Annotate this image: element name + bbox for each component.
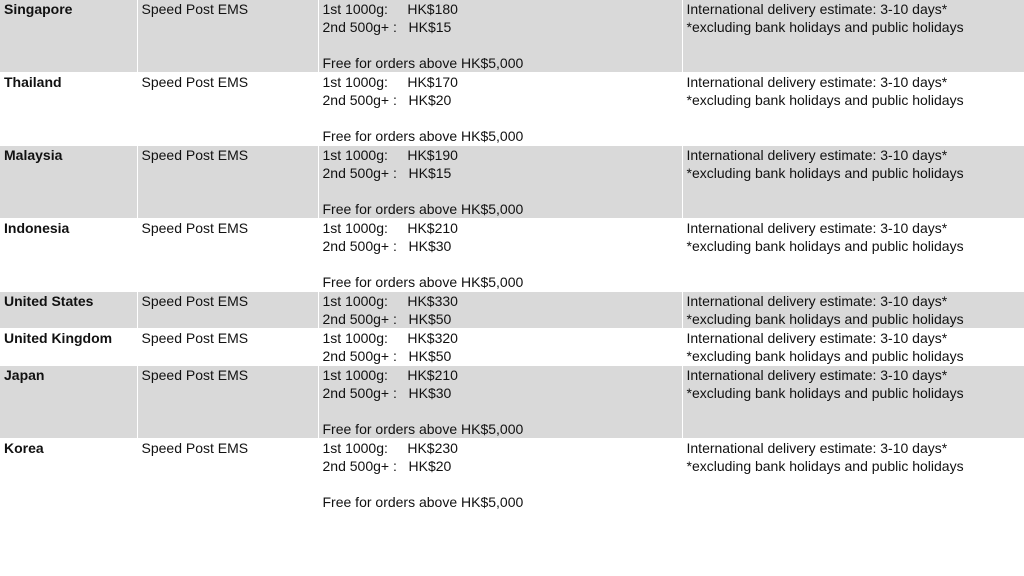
service-cell: Speed Post EMS [137,0,318,73]
country-cell: Malaysia [0,146,137,219]
delivery-estimate: International delivery estimate: 3-10 days* [686,74,948,90]
country-cell: United States [0,292,137,329]
delivery-estimate: International delivery estimate: 3-10 days* [686,367,948,383]
service-cell: Speed Post EMS [137,329,318,366]
first-weight-rate: 1st 1000g: HK$330 [322,293,458,309]
holiday-note: *excluding bank holidays and public holidays [686,92,964,108]
service-cell: Speed Post EMS [137,73,318,146]
table-row [0,146,1024,219]
holiday-note: *excluding bank holidays and public holidays [686,348,964,364]
service-cell: Speed Post EMS [137,366,318,439]
additional-weight-rate: 2nd 500g+ : HK$50 [322,311,452,327]
service-cell: Speed Post EMS [137,219,318,292]
country-cell: Korea [0,439,137,512]
rate-cell [318,292,682,329]
rate-cell [318,73,682,146]
service-cell: Speed Post EMS [137,146,318,219]
free-shipping-note: Free for orders above HK$5,000 [322,128,524,144]
holiday-note: *excluding bank holidays and public holidays [686,19,964,35]
spacer [323,475,678,493]
holiday-note: *excluding bank holidays and public holidays [686,385,964,401]
spacer [323,402,678,420]
table-row [0,73,1024,146]
service-cell: Speed Post EMS [137,292,318,329]
table-row [0,439,1024,512]
delivery-estimate: International delivery estimate: 3-10 days* [686,293,948,309]
delivery-estimate: International delivery estimate: 3-10 days* [686,147,948,163]
spacer [323,109,678,127]
first-weight-rate: 1st 1000g: HK$230 [322,440,458,456]
free-shipping-note: Free for orders above HK$5,000 [322,421,524,437]
delivery-cell [682,439,1024,512]
rate-cell [318,219,682,292]
delivery-estimate: International delivery estimate: 3-10 days* [686,330,948,346]
delivery-cell [682,366,1024,439]
holiday-note: *excluding bank holidays and public holidays [686,458,964,474]
rate-cell [318,439,682,512]
additional-weight-rate: 2nd 500g+ : HK$50 [322,348,452,364]
additional-weight-rate: 2nd 500g+ : HK$20 [322,92,452,108]
first-weight-rate: 1st 1000g: HK$180 [322,1,458,17]
first-weight-rate: 1st 1000g: HK$210 [322,220,458,236]
spacer [323,182,678,200]
delivery-estimate: International delivery estimate: 3-10 days* [686,1,948,17]
table-row [0,292,1024,329]
delivery-estimate: International delivery estimate: 3-10 days* [686,440,948,456]
rate-cell [318,329,682,366]
delivery-estimate: International delivery estimate: 3-10 days* [686,220,948,236]
service-cell: Speed Post EMS [137,439,318,512]
rate-cell [318,146,682,219]
first-weight-rate: 1st 1000g: HK$190 [322,147,458,163]
additional-weight-rate: 2nd 500g+ : HK$15 [322,19,452,35]
delivery-cell [682,146,1024,219]
first-weight-rate: 1st 1000g: HK$170 [322,74,458,90]
delivery-cell [682,219,1024,292]
holiday-note: *excluding bank holidays and public holidays [686,238,964,254]
additional-weight-rate: 2nd 500g+ : HK$30 [322,385,452,401]
table-row [0,329,1024,366]
spacer [323,255,678,273]
table-row [0,0,1024,73]
delivery-cell [682,0,1024,73]
spacer [323,36,678,54]
table-row [0,366,1024,439]
country-cell: Singapore [0,0,137,73]
delivery-cell [682,73,1024,146]
additional-weight-rate: 2nd 500g+ : HK$30 [322,238,452,254]
table-row [0,219,1024,292]
additional-weight-rate: 2nd 500g+ : HK$20 [322,458,452,474]
delivery-cell [682,329,1024,366]
country-cell: United Kingdom [0,329,137,366]
additional-weight-rate: 2nd 500g+ : HK$15 [322,165,452,181]
free-shipping-note: Free for orders above HK$5,000 [322,494,524,510]
holiday-note: *excluding bank holidays and public holidays [686,165,964,181]
country-cell: Japan [0,366,137,439]
country-cell: Thailand [0,73,137,146]
free-shipping-note: Free for orders above HK$5,000 [322,55,524,71]
first-weight-rate: 1st 1000g: HK$210 [322,367,458,383]
rate-cell [318,0,682,73]
country-cell: Indonesia [0,219,137,292]
rate-cell [318,366,682,439]
free-shipping-note: Free for orders above HK$5,000 [322,201,524,217]
holiday-note: *excluding bank holidays and public holidays [686,311,964,327]
free-shipping-note: Free for orders above HK$5,000 [322,274,524,290]
first-weight-rate: 1st 1000g: HK$320 [322,330,458,346]
delivery-cell [682,292,1024,329]
